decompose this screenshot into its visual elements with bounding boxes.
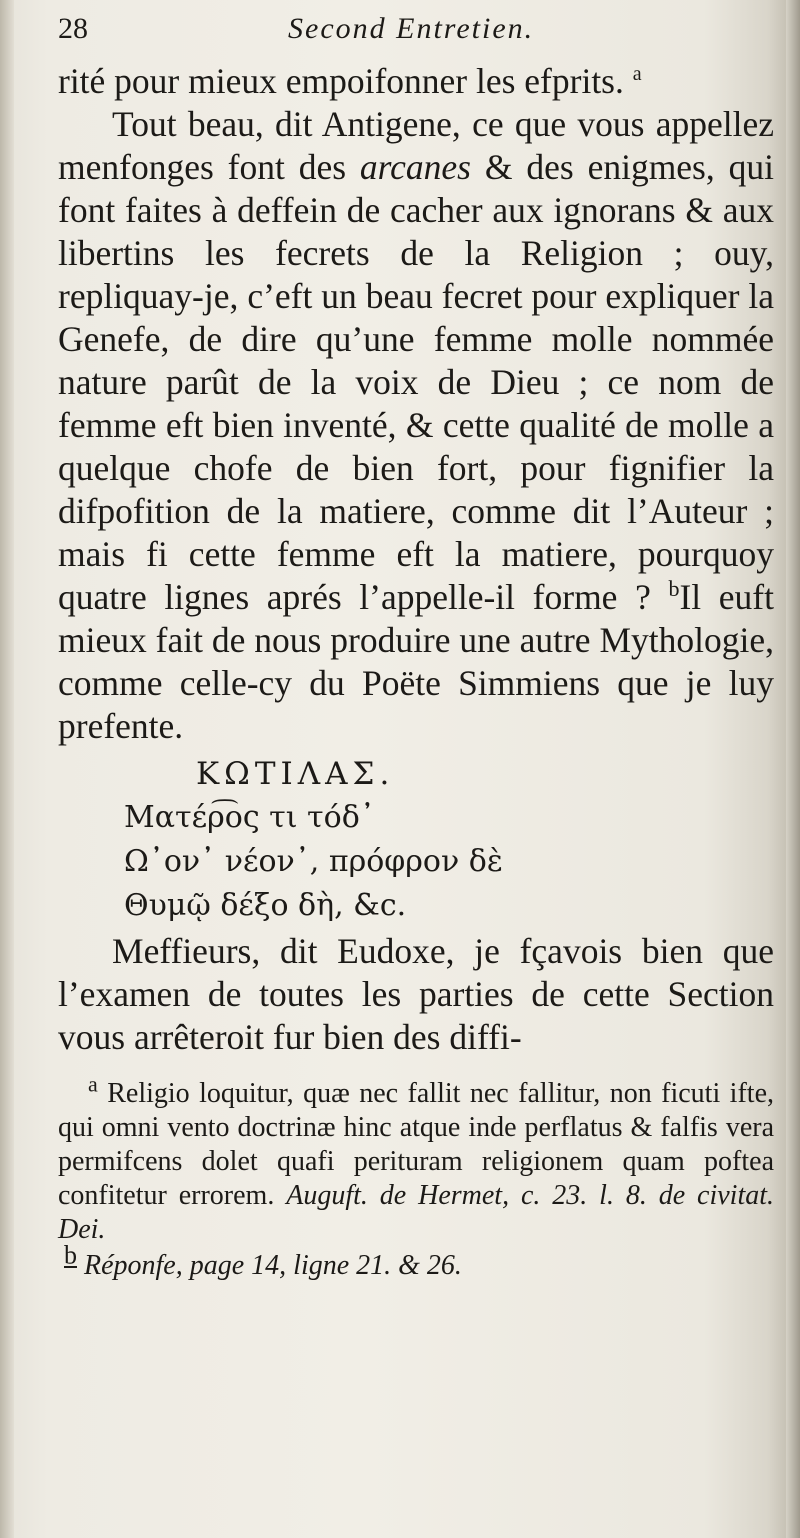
page-edge	[786, 0, 800, 1538]
paragraph-2-part1: Tout beau, dit Antigene, ce que vous appellez menfonges font des	[58, 104, 774, 187]
page-header	[58, 12, 774, 56]
greek-verse	[58, 752, 774, 928]
paragraph-2-part2: & des enigmes, qui font faites à deffein de cacher aux ignorans & aux libertins les fecrets de la Religion ; ouy, repliquay-je, c’eft un beau fecret pour expliquer la Genefe, de dire qu’une femme molle nommée nature parût de la voix de Dieu ; ce nom de femme eft bien inventé, & cette qualité de molle a quelque chofe de bien fort, pour fignifier la difpofition de la matiere, comme dit l’Auteur ; mais fi cette femme eft la matiere, pourquoy quatre lignes aprés l’appelle-il forme ?	[58, 147, 774, 617]
running-title: Second Entretien.	[288, 12, 535, 45]
footnote-a	[58, 1071, 775, 1247]
greek-line-1: Ματέρ͡ος τι τόδ᾽	[124, 800, 375, 835]
paragraph-continuation	[58, 60, 774, 103]
greek-line-2: Ω᾽ον᾽ νέον᾽, πρόφρον δὲ	[124, 844, 503, 879]
page-number: 28	[58, 12, 88, 45]
footnotes	[58, 1071, 775, 1283]
main-text	[58, 60, 774, 1059]
footnote-a-text: Religio loquitur, quæ nec fallit nec fallitur, non ficuti ifte, qui omni vento doctrinæ hinc atque inde perflatus & falfis vera permifcens dolet quafi perituram religionem quam poftea confitetur errorem.	[58, 1078, 774, 1211]
footnote-b-marker: b	[668, 576, 680, 602]
page-gutter	[0, 0, 14, 1538]
footnote-b	[58, 1240, 774, 1283]
greek-title: ΚΩΤΙΛΑΣ.	[196, 756, 395, 792]
footnote-b-text: Réponfe, page 14, ligne 21. & 26.	[77, 1250, 462, 1281]
footnote-a-letter: a	[88, 1071, 98, 1097]
paragraph-1-text: rité pour mieux empoifonner les efprits.	[58, 61, 624, 101]
paragraph-antigene	[58, 103, 774, 748]
paragraph-eudoxe: Meffieurs, dit Eudoxe, je fçavois bien que l’examen de toutes les parties de cette Section vous arrêteroit fur bien des diffi-	[58, 931, 774, 1057]
footnote-b-letter: b	[64, 1240, 77, 1270]
paragraph-2-part3: Il euft mieux fait de nous produire une autre Mythologie, comme celle-cy du Poëte Simmiens que je luy prefente.	[58, 577, 774, 746]
arcanes-word: arcanes	[359, 147, 471, 187]
footnote-a-marker: a	[632, 63, 642, 86]
footnote-a-source: Auguft. de Hermet, c. 23. l. 8. de civitat. Dei.	[58, 1180, 775, 1245]
greek-line-3: Θυμῷ δέξο δὴ, &c.	[124, 888, 407, 923]
